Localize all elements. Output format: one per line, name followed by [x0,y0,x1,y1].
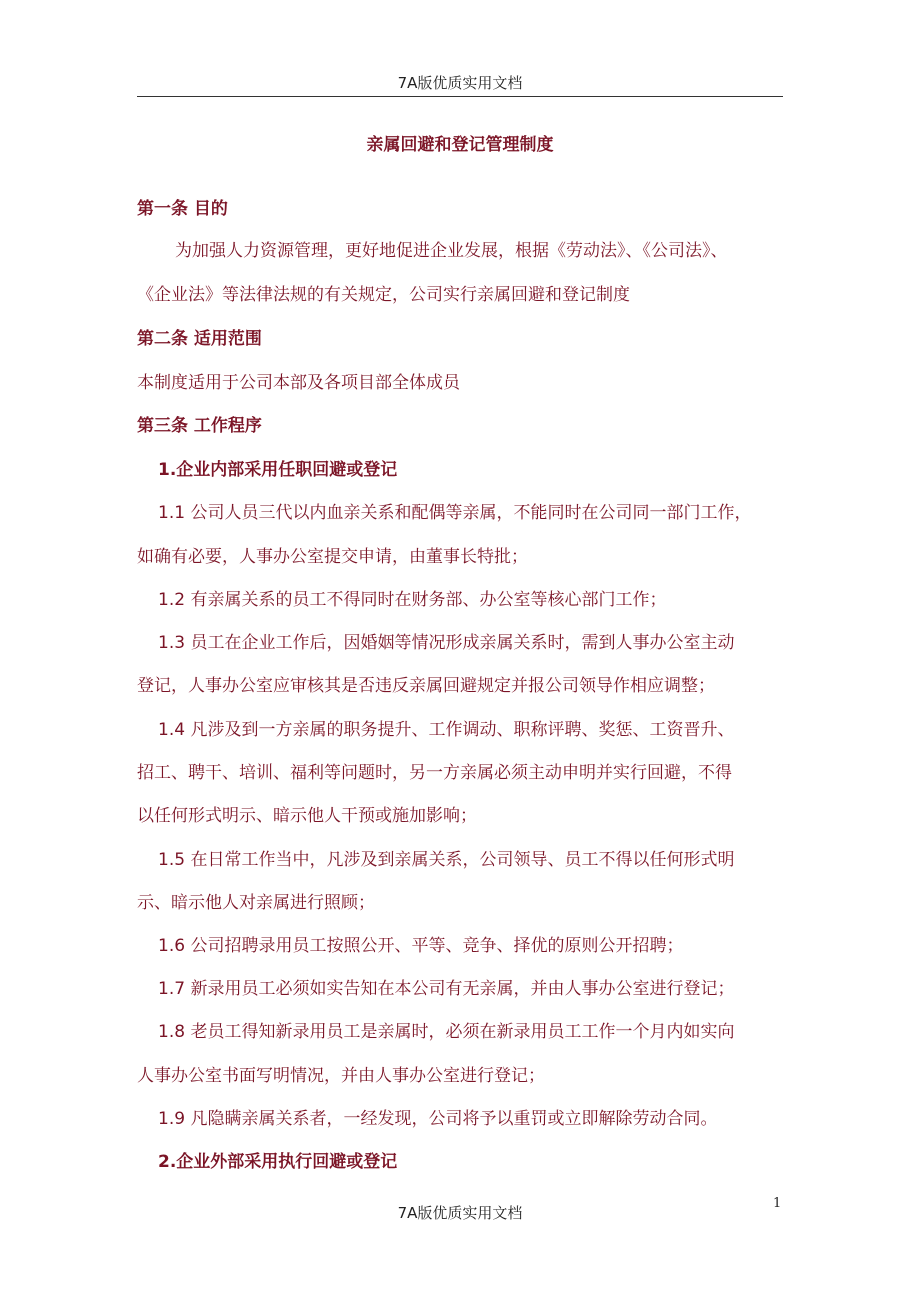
section-1-line: 登记，人事办公室应审核其是否违反亲属回避规定并报公司领导作相应调整； [137,676,715,696]
section-1-line: 1.7 新录用员工必须如实告知在本公司有无亲属，并由人事办公室进行登记； [158,979,735,999]
section-1-heading: 1.企业内部采用任职回避或登记 [158,460,398,480]
section-1-line: 1.3 员工在企业工作后，因婚姻等情况形成亲属关系时，需到人事办公室主动 [158,633,735,653]
article-2-heading: 第二条 适用范围 [137,329,262,349]
section-1-line: 1.4 凡涉及到一方亲属的职务提升、工作调动、职称评聘、奖惩、工资晋升、 [158,720,735,740]
section-1-line: 招工、聘干、培训、福利等问题时，另一方亲属必须主动申明并实行回避，不得 [137,763,732,783]
section-1-line: 1.6 公司招聘录用员工按照公开、平等、竞争、择优的原则公开招聘； [158,936,684,956]
section-1-line: 1.1 公司人员三代以内血亲关系和配偶等亲属，不能同时在公司同一部门工作， [158,503,752,523]
section-1-line: 人事办公室书面写明情况，并由人事办公室进行登记； [137,1066,545,1086]
section-1-line: 示、暗示他人对亲属进行照顾； [137,893,375,913]
section-1-line: 如确有必要，人事办公室提交申请，由董事长特批； [137,547,528,567]
article-2-line: 本制度适用于公司本部及各项目部全体成员 [137,373,460,393]
article-1-line: 《企业法》等法律法规的有关规定，公司实行亲属回避和登记制度 [137,285,630,305]
header-divider [137,96,783,97]
article-1-heading: 第一条 目的 [137,199,228,219]
article-1-line: 为加强人力资源管理，更好地促进企业发展，根据《劳动法》、《公司法》、 [175,241,728,261]
page-footer: 7A版优质实用文档 [397,1204,523,1222]
article-3-heading: 第三条 工作程序 [137,416,262,436]
section-1-line: 1.2 有亲属关系的员工不得同时在财务部、办公室等核心部门工作； [158,590,667,610]
section-1-line: 1.9 凡隐瞒亲属关系者，一经发现，公司将予以重罚或立即解除劳动合同。 [158,1109,718,1129]
section-1-line: 1.8 老员工得知新录用员工是亲属时，必须在新录用员工工作一个月内如实向 [158,1022,735,1042]
page-number: 1 [773,1196,782,1211]
section-1-line: 1.5 在日常工作当中，凡涉及到亲属关系，公司领导、员工不得以任何形式明 [158,850,735,870]
page-header: 7A版优质实用文档 [397,74,523,92]
section-2-heading: 2.企业外部采用执行回避或登记 [158,1152,398,1172]
document-title: 亲属回避和登记管理制度 [366,135,554,155]
section-1-line: 以任何形式明示、暗示他人干预或施加影响； [137,806,477,826]
